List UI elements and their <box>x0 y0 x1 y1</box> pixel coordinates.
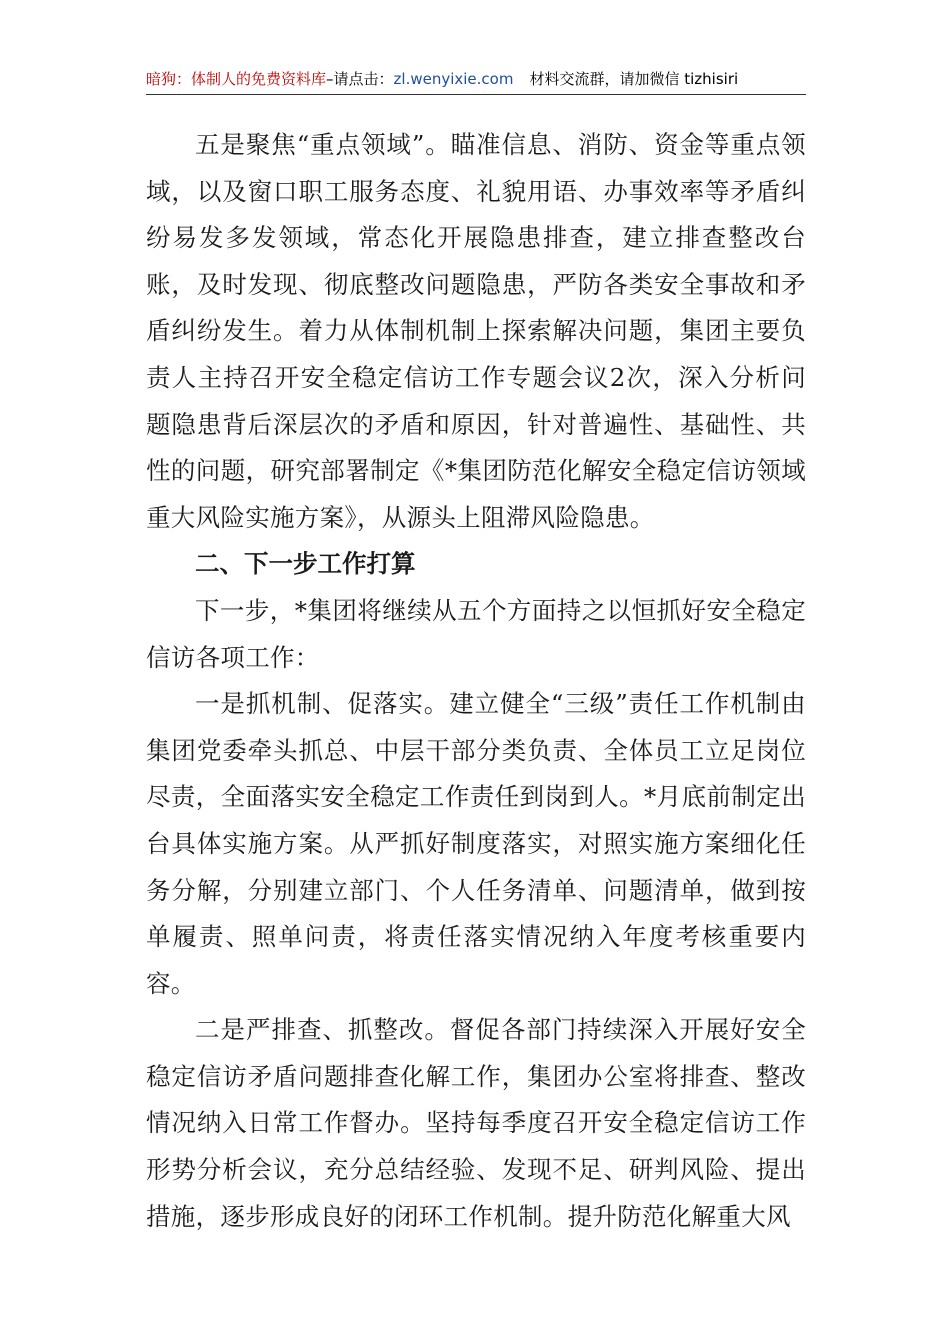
page-header <box>146 64 806 95</box>
header-site-name: 暗狗：体制人的免费资料库 <box>146 70 327 88</box>
paragraph-inspection-rectification: 二是严排查、抓整改。督促各部门持续深入开展好安全稳定信访矛盾问题排查化解工作，集团办公室将排查、整改情况纳入日常工作督办。坚持每季度召开安全稳定信访工作形势分析会议，充分总结经验、发现不足、研判风险、提出措施，逐步形成良好的闭环工作机制。提升防范化解重大风 <box>146 1015 806 1231</box>
document-body <box>146 122 806 1240</box>
paragraph-mechanism: 一是抓机制、促落实。建立健全“三级”责任工作机制由集团党委牵头抓总、中层干部分类负责、全体员工立足岗位尽责，全面落实安全稳定工作责任到岗到人。*月底前制定出台具体实施方案。从严抓好制度落实，对照实施方案细化任务分解，分别建立部门、个人任务清单、问题清单，做到按单履责、照单问责，将责任落实情况纳入年度考核重要内容。 <box>146 689 806 998</box>
header-link[interactable]: zl.wenyixie.com <box>393 70 514 88</box>
section-heading-next-steps: 二、下一步工作打算 <box>195 549 416 579</box>
paragraph-next-steps-intro: 下一步，*集团将继续从五个方面持之以恒抓好安全稳定信访各项工作： <box>146 595 806 672</box>
paragraph-focus-key-areas: 五是聚焦“重点领域”。瞄准信息、消防、资金等重点领域，以及窗口职工服务态度、礼貌用语、办事效率等矛盾纠纷易发多发领域，常态化开展隐患排查，建立排查整改台账，及时发现、彻底整改问题隐患，严防各类安全事故和矛盾纠纷发生。着力从体制机制上探索解决问题，集团主要负责人主持召开安全稳定信访工作专题会议2次，深入分析问题隐患背后深层次的矛盾和原因，针对普遍性、基础性、共性的问题，研究部署制定《*集团防范化解安全稳定信访领域重大风险实施方案》，从源头上阻滞风险隐患。 <box>146 130 806 532</box>
header-click-prompt: –请点击： <box>326 70 394 88</box>
header-wechat-note: 材料交流群，请加微信 tizhisiri <box>529 70 739 88</box>
